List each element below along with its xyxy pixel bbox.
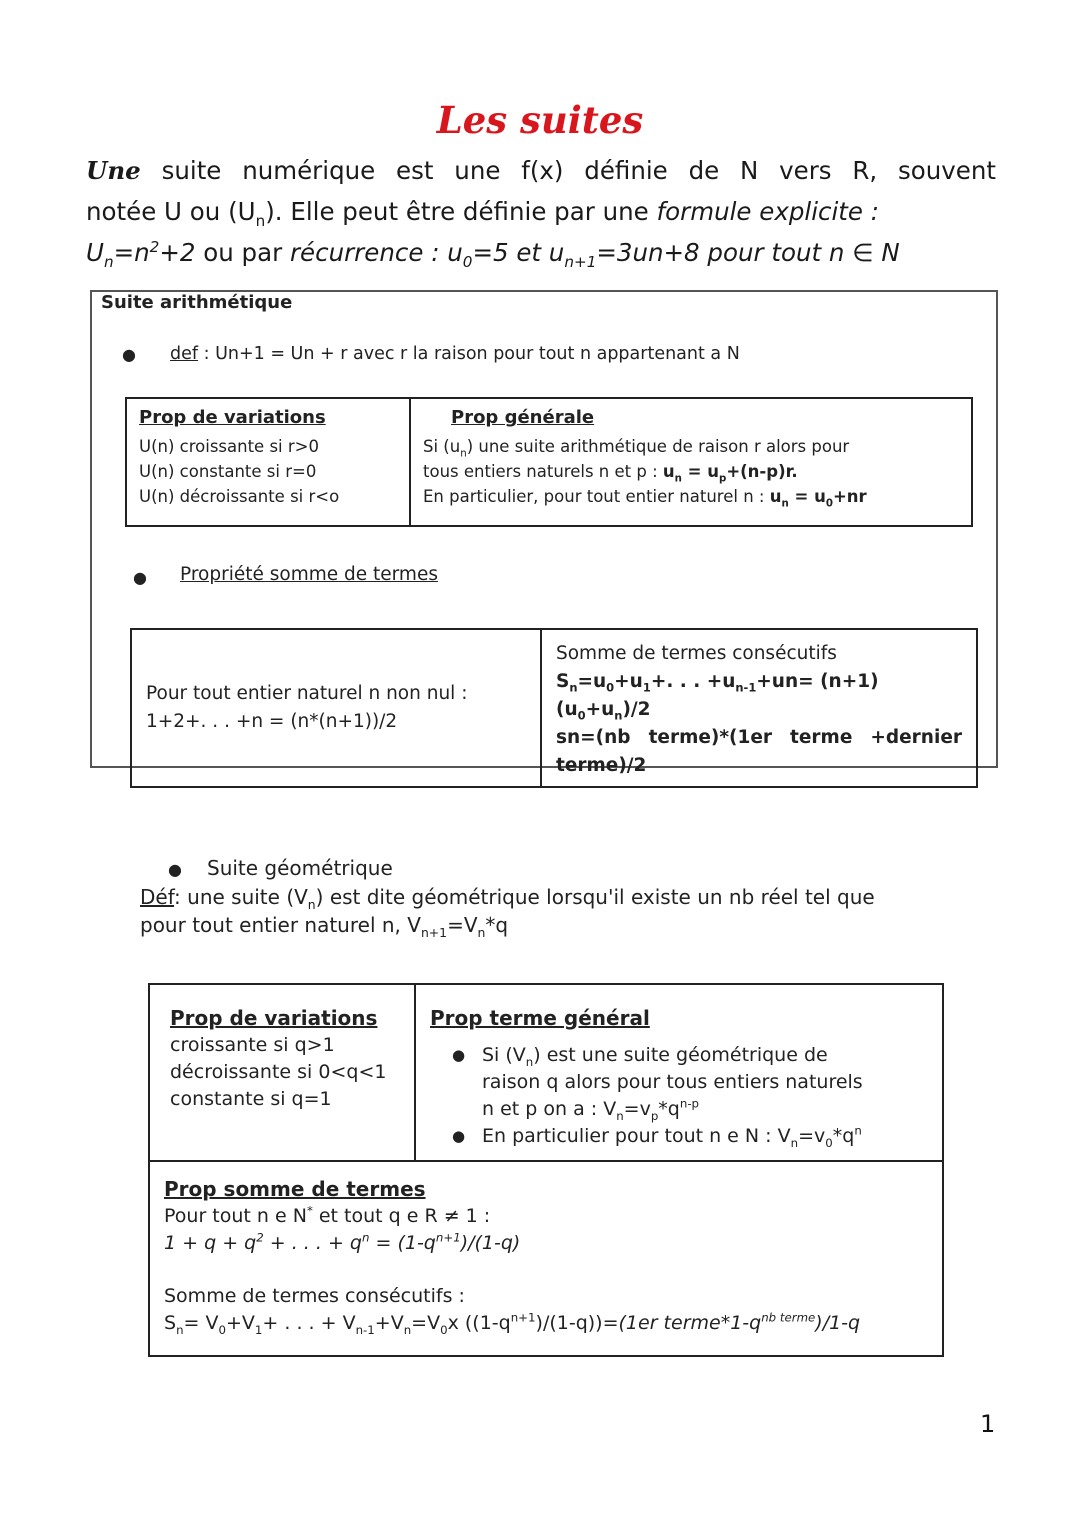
geo-variations-cell: Prop de variations croissante si q>1 décroissante si 0<q<1 constante si q=1 xyxy=(149,984,415,1161)
general-property-cell: Prop générale Si $(u_n)$ une suite arithmétique de raison r alors pour tous entiers naturels n et p : $u_n = u_p+(n-p)r$. En particulier, pour tout entier naturel n : $u_n = u_0+nr$ xyxy=(410,398,972,526)
arithmetic-definition: def : Un+1 = Un + r avec r la raison pour tout n appartenant a N xyxy=(170,344,740,364)
intro-line-3: $U_n=n^2+2$ ou par récurrence : $u_0=5$ et $u_{n+1}=3un+8$ pour tout n ∈ N xyxy=(86,237,900,271)
sum-natural-cell: Pour tout entier naturel n non nul : 1+2+. . . +n = (n*(n+1))/2 xyxy=(131,629,541,787)
geo-general-term-cell: Prop terme général ● Si $(V_n)$ est une suite géométrique de raison q alors pour tous entiers naturels n et p on a : $V_n=v_p*q^{n-p}$ ● En particulier pour tout n e N : $V_n=v_0*q^n$ xyxy=(415,984,943,1161)
bullet-icon: ● xyxy=(452,1046,466,1064)
intro-line-2: notée U ou $(U_n)$. Elle peut être définie par une formule explicite : xyxy=(86,197,880,230)
arithmetic-sum-table xyxy=(130,628,978,788)
bullet-icon: ● xyxy=(168,860,182,879)
bullet-icon: ● xyxy=(122,345,136,364)
geometric-definition: Déf: une suite $(V_n)$ est dite géométrique lorsqu'il existe un nb réel tel que pour tout entier naturel n, $V_{n+1}=V_n*q$ xyxy=(140,885,875,940)
geometric-heading: Suite géométrique xyxy=(207,856,393,880)
variations-cell: Prop de variations U(n) croissante si r>0 U(n) constante si r=0 U(n) décroissante si r<o xyxy=(126,398,410,526)
intro-line-1: Une suite numérique est une f(x) définie de N vers R, souvent xyxy=(86,156,996,185)
sum-consecutive-cell: Somme de termes consécutifs $S_n=u_0+u_1+$. . . $+u_{n-1}+un= (n+1)(u_0+u_n)/2$ sn=(nb terme)*(1er terme +dernier terme)/2 xyxy=(541,629,977,787)
sum-property-title: Propriété somme de termes xyxy=(180,564,438,585)
bullet-icon: ● xyxy=(452,1127,466,1145)
arithmetic-properties-table xyxy=(125,397,973,527)
page-number: 1 xyxy=(980,1410,996,1438)
bullet-icon: ● xyxy=(133,568,147,587)
intro-paragraph xyxy=(86,150,996,273)
arithmetic-heading: Suite arithmétique xyxy=(101,292,293,313)
geo-sum-cell: Prop somme de termes Pour tout n e N* et tout q e R ≠ 1 : $1 + q + q^2$ + . . . + $q^n = (1-q^{n+1})/(1-q)$ Somme de termes consécutifs : $S_n= V_0+V_1+$ . . . + $V_{n-1}+V_n=V_0x$ $((1-q^{n+1})/(1-q))=(1er$ $terme*1-q^{nb terme})/1-q$ xyxy=(149,1161,943,1356)
geometric-properties-table xyxy=(148,983,944,1357)
page-title: Les suites xyxy=(436,98,644,142)
